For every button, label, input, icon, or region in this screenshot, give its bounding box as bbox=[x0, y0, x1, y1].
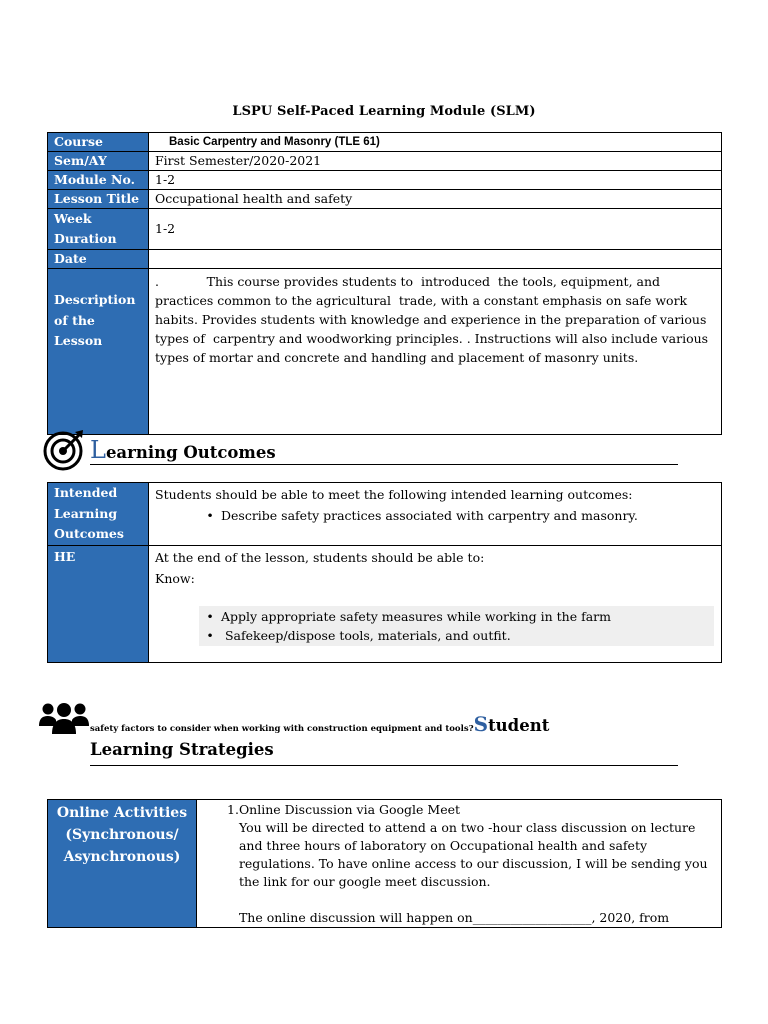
label-module: Module No. bbox=[48, 171, 149, 190]
label-desc-line3: Lesson bbox=[54, 333, 103, 348]
label-online bbox=[48, 800, 197, 928]
ilo-intro: Students should be able to meet the following intended learning outcomes: bbox=[155, 487, 633, 502]
label-ilo-line2: Learning bbox=[54, 505, 118, 521]
label-he: HE bbox=[48, 545, 149, 662]
value-sem: First Semester/2020-2021 bbox=[149, 152, 722, 171]
he-bullet-list bbox=[199, 606, 714, 646]
he-know: Know: bbox=[155, 570, 195, 586]
value-module: 1-2 bbox=[149, 171, 722, 190]
row-online bbox=[48, 800, 722, 928]
row-he bbox=[48, 545, 722, 662]
label-lesson: Lesson Title bbox=[48, 190, 149, 209]
value-ilo bbox=[149, 483, 722, 546]
group-icon bbox=[38, 700, 90, 742]
row-lesson bbox=[48, 190, 722, 209]
label-week bbox=[48, 209, 149, 250]
value-lesson: Occupational health and safety bbox=[149, 190, 722, 209]
strategies-rest: tudent bbox=[488, 716, 550, 735]
value-date bbox=[149, 250, 722, 269]
page-title: LSPU Self-Paced Learning Module (SLM) bbox=[232, 104, 536, 119]
he-bullet-1-text: Apply appropriate safety measures while working in the farm bbox=[221, 608, 612, 624]
label-week-line1: Week bbox=[54, 211, 92, 226]
strategies-heading-line2 bbox=[90, 740, 678, 766]
label-sem: Sem/AY bbox=[48, 152, 149, 171]
row-description bbox=[48, 269, 722, 435]
label-online-line2: (Synchronous/ bbox=[65, 827, 179, 843]
he-bullet-2: • Safekeep/dispose tools, materials, and outfit. bbox=[206, 627, 511, 643]
ilo-bullet-item bbox=[155, 505, 715, 527]
strategies-line2-text: Learning Strategies bbox=[90, 740, 274, 759]
target-icon bbox=[42, 428, 86, 476]
value-he bbox=[149, 545, 722, 662]
label-online-line3: Asynchronous) bbox=[63, 849, 181, 865]
he-bullet-2-text: Safekeep/dispose tools, materials, and outfit. bbox=[221, 627, 511, 643]
label-ilo-line3: Outcomes bbox=[54, 526, 124, 541]
course-info-table bbox=[47, 132, 722, 435]
he-intro: At the end of the lesson, students should be able to: bbox=[155, 549, 485, 565]
value-description: . This course provides students to introduced the tools, equipment, and practices common to the agricultural trade, with a constant emphasis on safe work habits. Provides students with knowledge and experience in the preparation of various types of carpentry and woodworking principles. . Instructions will also include various types of mortar and concrete and handling and placement of masonry units. bbox=[149, 269, 722, 435]
row-course bbox=[48, 133, 722, 152]
learning-outcomes-heading bbox=[90, 436, 678, 465]
value-online bbox=[197, 800, 722, 928]
row-module bbox=[48, 171, 722, 190]
row-week bbox=[48, 209, 722, 250]
row-ilo bbox=[48, 483, 722, 546]
row-sem bbox=[48, 152, 722, 171]
online-list-item bbox=[227, 801, 715, 927]
online-activities-table bbox=[47, 799, 722, 928]
label-online-line1: Online Activities bbox=[56, 805, 188, 821]
row-date bbox=[48, 250, 722, 269]
label-ilo bbox=[48, 483, 149, 546]
online-item-schedule: The online discussion will happen on___________________, 2020, from bbox=[238, 910, 670, 925]
online-item-body: You will be directed to attend a on two -hour class discussion on lecture and three hours of laboratory on Occupational health and safety regulations. To have online access to our discussion, I will be sending you the link for our google meet discussion. bbox=[238, 820, 708, 889]
strategies-small-text: safety factors to consider when working with construction equipment and tools? bbox=[90, 724, 474, 734]
ilo-bullet-text: Describe safety practices associated with carpentry and masonry. bbox=[221, 508, 638, 523]
label-description bbox=[48, 269, 149, 435]
label-desc-line1: Description bbox=[54, 292, 136, 307]
heading-rest: earning Outcomes bbox=[105, 443, 276, 462]
heading-initial: L bbox=[90, 436, 106, 464]
outcomes-table bbox=[47, 482, 722, 663]
label-desc-line2: of the bbox=[54, 312, 95, 328]
online-item-number: 1. bbox=[227, 802, 239, 817]
label-ilo-line1: Intended bbox=[54, 485, 118, 500]
he-bullet-1: • Apply appropriate safety measures while working in the farm bbox=[206, 608, 612, 624]
value-week: 1-2 bbox=[149, 209, 722, 250]
value-course: Basic Carpentry and Masonry (TLE 61) bbox=[149, 133, 722, 152]
label-week-line2: Duration bbox=[54, 231, 117, 246]
label-date: Date bbox=[48, 250, 149, 269]
strategies-initial: S bbox=[473, 712, 489, 736]
online-item-title: Online Discussion via Google Meet bbox=[238, 802, 461, 817]
strategies-heading-line1 bbox=[90, 712, 678, 736]
label-course: Course bbox=[48, 133, 149, 152]
bullet-dot: • bbox=[206, 508, 214, 523]
